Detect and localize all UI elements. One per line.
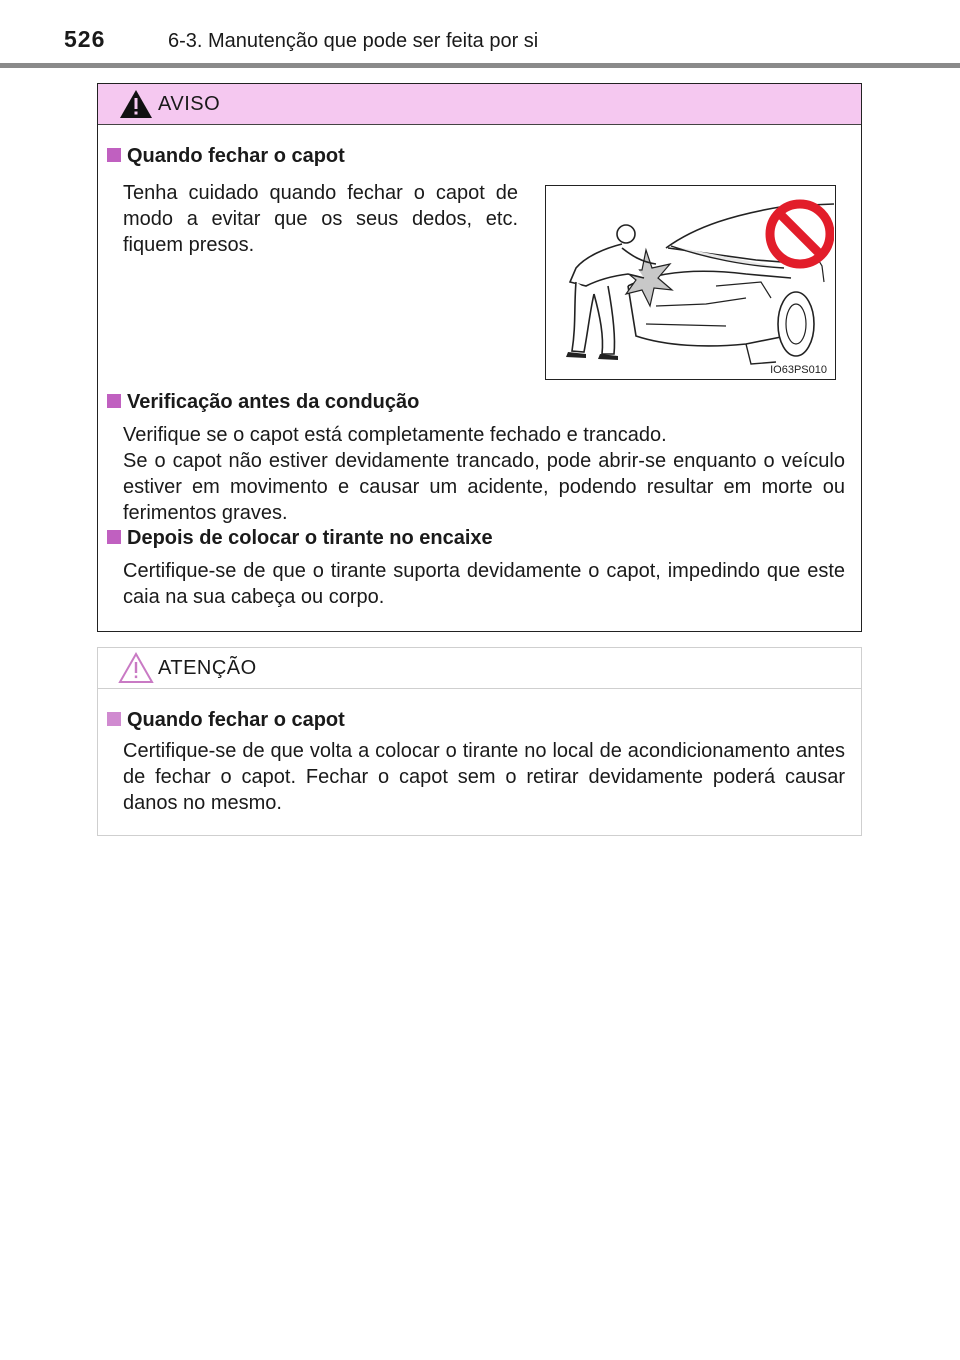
warning-item-text — [123, 422, 845, 526]
caution-item-title: Quando fechar o capot — [107, 709, 345, 732]
warning-item-title: Quando fechar o capot — [107, 145, 345, 168]
warning-box — [97, 83, 862, 632]
warning-item-title: Depois de colocar o tirante no encaixe — [107, 527, 493, 550]
caution-triangle-icon — [118, 652, 154, 684]
square-bullet-icon — [107, 712, 121, 726]
page-header — [0, 0, 960, 66]
square-bullet-icon — [107, 394, 121, 408]
warning-item-text: Certifique-se de que o tirante suporta devidamente o capot, impedindo que este caia na sua cabeça ou corpo. — [123, 560, 845, 608]
hood-closing-illustration — [545, 185, 836, 380]
figure-code: IO63PS010 — [770, 364, 827, 376]
warning-item-text: Tenha cuidado quando fechar o capot de modo a evitar que os seus dedos, etc. fiquem presos. — [123, 182, 518, 256]
illustration-drawing — [546, 186, 834, 378]
warning-item-title: Verificação antes da condução — [107, 391, 419, 414]
caution-label: ATENÇÃO — [158, 657, 257, 679]
square-bullet-icon — [107, 148, 121, 162]
section-title: 6-3. Manutenção que pode ser feita por si — [168, 30, 539, 52]
page-number: 526 — [64, 26, 106, 52]
warning-item-line: Se o capot não estiver devidamente trancado, pode abrir-se enquanto o veículo estiver em movimento e causar um acidente, podendo resultar em morte ou ferimentos graves. — [123, 450, 845, 524]
warning-label: AVISO — [158, 93, 221, 115]
warning-item-line: Verifique se o capot está completamente fechado e trancado. — [123, 424, 667, 446]
caution-item-text: Certifique-se de que volta a colocar o tirante no local de acondicionamento antes de fechar o capot. Fechar o capot sem o retirar devidamente poderá causar danos no mesmo. — [123, 740, 845, 814]
warning-header — [98, 84, 861, 125]
warning-triangle-icon — [118, 88, 154, 120]
prohibition-icon — [770, 204, 830, 264]
header-rule — [0, 63, 960, 68]
square-bullet-icon — [107, 530, 121, 544]
caution-box — [97, 647, 862, 836]
caution-header — [98, 648, 861, 689]
